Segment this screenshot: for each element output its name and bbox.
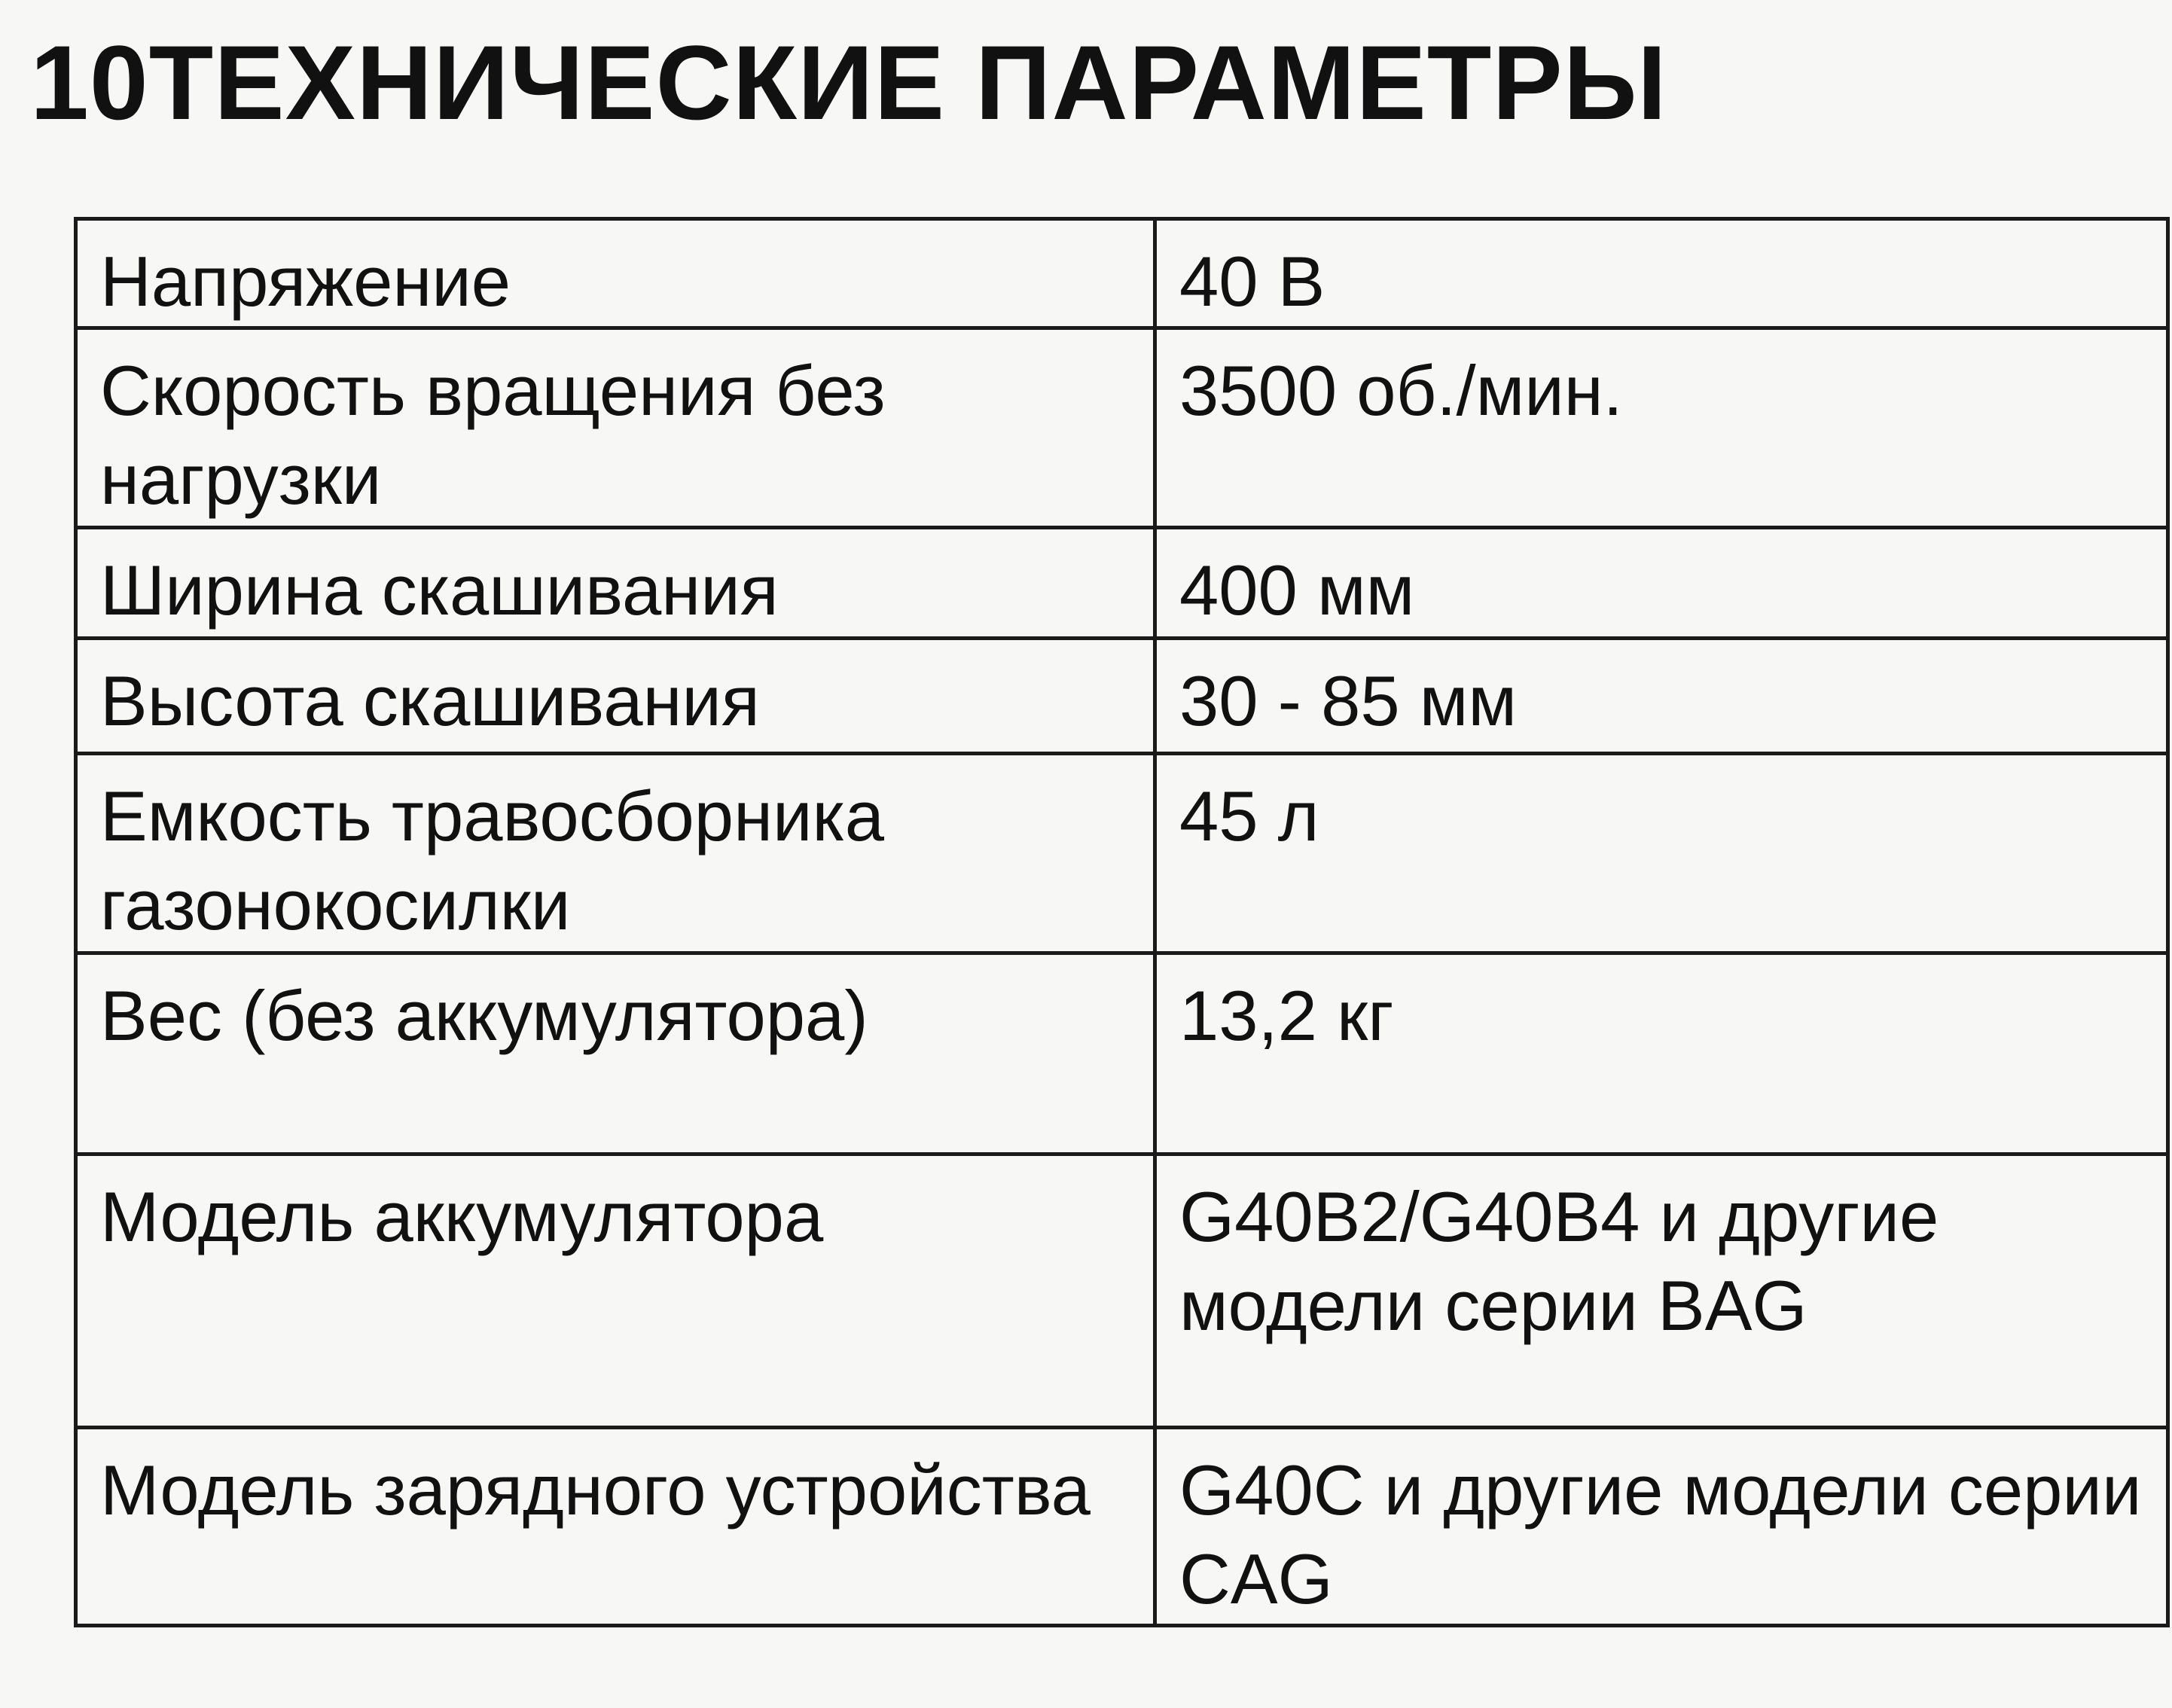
table-row [76, 754, 2168, 953]
parameter-value: 30 - 85 мм [1155, 639, 2168, 754]
parameter-name: Емкость травосборника газонокосилки [76, 754, 1155, 953]
parameter-name: Скорость вращения без нагрузки [76, 328, 1155, 528]
table-row [76, 953, 2168, 1154]
parameter-name: Модель аккумулятора [76, 1154, 1155, 1428]
parameter-value: 3500 об./мин. [1155, 328, 2168, 528]
table-row [76, 1428, 2168, 1626]
parameter-value: 400 мм [1155, 528, 2168, 639]
parameter-value: 13,2 кг [1155, 953, 2168, 1154]
table-row [76, 328, 2168, 528]
page-title: 10ТЕХНИЧЕСКИЕ ПАРАМЕТРЫ [30, 23, 1667, 142]
table-row [76, 639, 2168, 754]
table-row [76, 528, 2168, 639]
table-row [76, 1154, 2168, 1428]
parameter-name: Ширина скашивания [76, 528, 1155, 639]
parameter-value: 45 л [1155, 754, 2168, 953]
parameter-value: G40B2/G40B4 и другие модели серии BAG [1155, 1154, 2168, 1428]
parameter-name: Напряжение [76, 219, 1155, 328]
parameter-value: G40C и другие модели серии CAG [1155, 1428, 2168, 1626]
parameter-name: Высота скашивания [76, 639, 1155, 754]
parameter-name: Вес (без аккумулятора) [76, 953, 1155, 1154]
table-row [76, 219, 2168, 328]
parameter-name: Модель зарядного устройства [76, 1428, 1155, 1626]
specifications-table [74, 217, 2170, 1627]
parameter-value: 40 В [1155, 219, 2168, 328]
